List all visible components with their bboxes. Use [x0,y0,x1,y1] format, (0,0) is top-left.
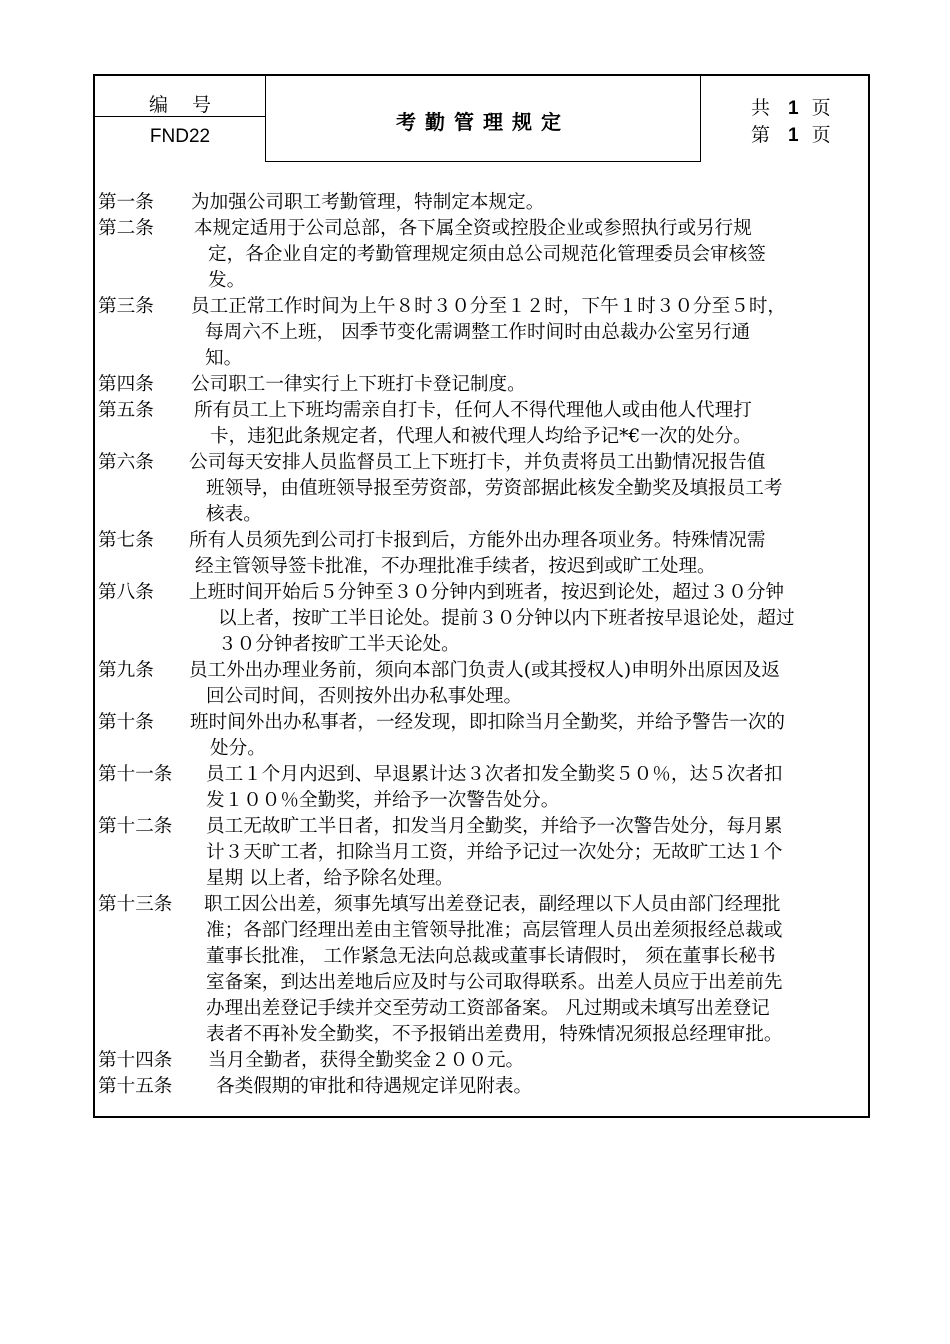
article-line: 核表。 [206,504,262,525]
article-line: 本规定适用于公司总部，各下属全资或控股企业或参照执行或另行规 [194,218,752,239]
article [98,710,860,762]
article-label: 第七条 [98,530,154,551]
article-line: 班时间外出办私事者，一经发现，即扣除当月全勤奖，并给予警告一次的 [190,712,786,733]
article-body [98,1074,860,1100]
article [98,216,860,294]
article-body [98,892,860,1048]
article [98,1048,860,1074]
article-line: 回公司时间，否则按外出办私事处理。 [206,686,523,707]
article-line: 处分。 [210,738,266,759]
number-cell [95,76,265,162]
number-divider [95,116,265,117]
article-body [98,762,860,814]
document-title: 考勤管理规定 [396,110,570,134]
title-cell [265,74,701,162]
article-line: 为加强公司职工考勤管理，特制定本规定。 [191,192,545,213]
page-count-cell [701,76,871,162]
article-body [98,710,860,762]
article-body [98,294,860,372]
article [98,528,860,580]
article-body [98,450,860,528]
total-pages: 1 [788,98,799,119]
article-line: 公司每天安排人员监督员工上下班打卡，并负责将员工出勤情况报告值 [189,452,766,473]
article-body [98,216,860,294]
article-body [98,1048,860,1074]
article [98,294,860,372]
article-label: 第二条 [98,218,154,239]
article-label: 第十二条 [98,816,173,837]
article-label: 第十条 [98,712,154,733]
article-line: 定，各企业自定的考勤管理规定须由总公司规范化管理委员会审核签 [208,244,766,265]
article-line: 发。 [208,270,246,291]
current-prefix: 第 [751,124,771,146]
article-line: 每周六不上班， 因季节变化需调整工作时间时由总裁办公室另行通 [205,322,751,343]
current-page: 1 [788,125,799,146]
total-prefix: 共 [751,97,771,119]
article [98,450,860,528]
article-line: 所有人员须先到公司打卡报到后，方能外出办理各项业务。特殊情况需 [189,530,766,551]
article-line: 董事长批准， 工作紧急无法向总裁或董事长请假时， 须在董事长秘书 [206,946,776,967]
article [98,372,860,398]
article-body [98,372,860,398]
article-label: 第四条 [98,374,154,395]
article-line: 计３天旷工者，扣除当月工资，并给予记过一次处分；无故旷工达１个 [206,842,783,863]
article-line: 以上者，按旷工半日论处。提前３０分钟以内下班者按早退论处，超过 [218,608,795,629]
article-line: 表者不再补发全勤奖，不予报销出差费用，特殊情况须报总经理审批。 [206,1024,783,1045]
article-line: 卡，违犯此条规定者，代理人和被代理人均给予记*€一次的处分。 [210,426,752,447]
article-line: 员工无故旷工半日者，扣发当月全勤奖，并给予一次警告处分，每月累 [206,816,783,837]
article [98,580,860,658]
article-line: 上班时间开始后５分钟至３０分钟内到班者，按迟到论处，超过３０分钟 [189,582,785,603]
article-label: 第十四条 [98,1050,173,1071]
articles-list [98,190,860,1100]
article-line: 准；各部门经理出差由主管领导批准；高层管理人员出差须报经总裁或 [206,920,783,941]
article-line: ３０分钟者按旷工半天论处。 [218,634,460,655]
current-page-row [751,120,831,147]
article-label: 第六条 [98,452,154,473]
article-line: 发１００％全勤奖，并给予一次警告处分。 [206,790,560,811]
article-line: 星期 以上者，给予除名处理。 [206,868,454,889]
article-label: 第三条 [98,296,154,317]
article-line: 各类假期的审批和待遇规定详见附表。 [216,1076,533,1097]
article-label: 第九条 [98,660,154,681]
article-body [98,528,860,580]
article-label: 第十五条 [98,1076,173,1097]
article-line: 员工外出办理业务前，须向本部门负责人(或其授权人)申明外出原因及返 [189,660,780,681]
article-label: 第一条 [98,192,154,213]
document-frame [93,74,870,1118]
article-label: 第五条 [98,400,154,421]
article-line: 班领导，由值班领导报至劳资部，劳资部据此核发全勤奖及填报员工考 [206,478,783,499]
total-suffix: 页 [811,97,831,119]
article-line: 当月全勤者，获得全勤奖金２００元。 [208,1050,525,1071]
article [98,398,860,450]
article-line: 公司职工一律实行上下班打卡登记制度。 [191,374,526,395]
article [98,814,860,892]
article-body [98,190,860,216]
article-line: 办理出差登记手续并交至劳动工资部备案。 凡过期或未填写出差登记 [206,998,770,1019]
article-line: 经主管领导签卡批准，不办理批准手续者，按迟到或旷工处理。 [195,556,716,577]
article-line: 知。 [205,348,243,369]
number-label: 编号 [148,94,235,116]
article-line: 室备案，到达出差地后应及时与公司取得联系。出差人员应于出差前先 [206,972,783,993]
article-line: 职工因公出差，须事先填写出差登记表，副经理以下人员由部门经理批 [204,894,781,915]
article-body [98,814,860,892]
article-body [98,398,860,450]
document-code: FND22 [149,126,211,147]
total-pages-row [751,93,831,120]
article-label: 第十一条 [98,764,173,785]
article [98,658,860,710]
article-body [98,658,860,710]
article [98,190,860,216]
article [98,762,860,814]
article [98,1074,860,1100]
current-suffix: 页 [811,124,831,146]
article-label: 第十三条 [98,894,173,915]
article-body [98,580,860,658]
article [98,892,860,1048]
article-line: 员工正常工作时间为上午８时３０分至１２时，下午１时３０分至５时， [191,296,787,317]
article-line: 员工１个月内迟到、早退累计达３次者扣发全勤奖５０％，达５次者扣 [206,764,783,785]
article-line: 所有员工上下班均需亲自打卡，任何人不得代理他人或由他人代理打 [194,400,752,421]
article-label: 第八条 [98,582,154,603]
